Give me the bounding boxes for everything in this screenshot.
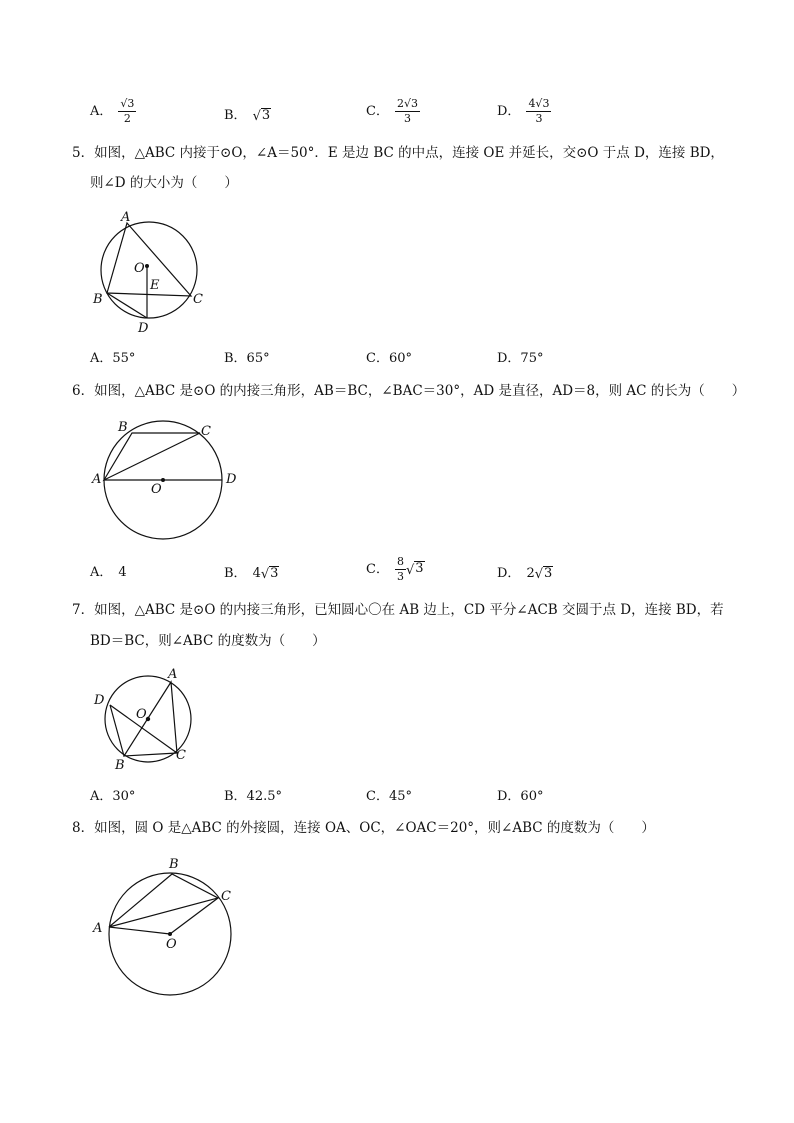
center-point — [168, 932, 172, 936]
q6-stem-line1: 6．如图，△ABC 是⊙O 的内接三角形，AB＝BC，∠BAC＝30°，AD 是直径，AD＝8，则 AC 的长为（ ） — [72, 383, 746, 399]
label-a: A — [168, 667, 178, 682]
label-c: C — [176, 748, 186, 763]
label-d: D — [138, 321, 149, 336]
q4-option-d[interactable]: D． $\frac{4√3}{3}$ — [497, 97, 550, 125]
triangle-abc — [104, 433, 200, 480]
q4-option-b[interactable]: B． √ 3 — [224, 108, 271, 125]
label-b: B — [93, 292, 103, 307]
label-c: C — [221, 889, 231, 904]
q5-option-a[interactable]: A．55° — [90, 351, 136, 366]
sqrt: √ 3 — [534, 566, 553, 583]
q5-option-c[interactable]: C．60° — [366, 351, 412, 366]
q7-option-b[interactable]: B．42.5° — [224, 789, 282, 804]
triangle-abc — [124, 682, 177, 756]
circle-o — [101, 222, 197, 318]
q5-stem-line1: 5．如图，△ABC 内接于⊙O，∠A＝50°．E 是边 BC 的中点，连接 OE 并延长，交⊙O 于点 D，连接 BD， — [72, 145, 724, 161]
q4-option-c[interactable]: C． $\frac{2√3}{3}$ — [366, 97, 418, 125]
label-d: D — [226, 472, 237, 487]
label-c: C — [193, 292, 203, 307]
sqrt: √ 3 — [260, 566, 279, 583]
label-o: O — [151, 482, 162, 497]
label-b: B — [169, 857, 179, 872]
q5-option-b[interactable]: B．65° — [224, 351, 270, 366]
label-b: B — [115, 758, 125, 773]
q6-figure — [90, 415, 250, 555]
q4-option-a[interactable]: A． $\frac{√3}{2}$ — [90, 97, 135, 125]
fraction: $\frac{4√3}{3}$ — [528, 97, 550, 125]
q6-option-c[interactable]: C． $\frac{8}{3}$ √ 3 — [366, 555, 424, 583]
q6-option-b[interactable]: B． 4 √ 3 — [224, 566, 279, 583]
label-d: D — [94, 693, 105, 708]
q5-figure — [85, 205, 215, 340]
q6-options — [0, 556, 794, 596]
segment-oa — [109, 927, 170, 934]
label-e: E — [150, 278, 160, 293]
sqrt: √ 3 — [405, 561, 424, 578]
triangle-abc — [107, 223, 191, 296]
q7-figure — [90, 662, 210, 777]
center-point — [145, 264, 149, 268]
q4-options — [0, 98, 794, 138]
sqrt: √ 3 — [252, 108, 271, 125]
q7-option-d[interactable]: D．60° — [497, 789, 544, 804]
label-a: A — [92, 472, 102, 487]
label-o: O — [136, 707, 147, 722]
q7-stem-line1: 7．如图，△ABC 是⊙O 的内接三角形，已知圆心〇在 AB 边上，CD 平分∠ACB 交圆于点 D，连接 BD，若 — [72, 602, 724, 618]
label-o: O — [166, 937, 177, 952]
q5-option-d[interactable]: D．75° — [497, 351, 544, 366]
fraction: $\frac{8}{3}$ — [396, 555, 404, 583]
q8-stem-line1: 8．如图，圆 O 是△ABC 的外接圆，连接 OA、OC，∠OAC＝20°，则∠ABC 的度数为（ ） — [72, 820, 655, 836]
label-c: C — [201, 424, 211, 439]
q5-stem-line2: 则∠D 的大小为（ ） — [90, 175, 238, 191]
q6-option-a[interactable]: A． 4 — [90, 565, 127, 580]
label-o: O — [134, 261, 145, 276]
q7-stem-line2: BD＝BC，则∠ABC 的度数为（ ） — [90, 633, 326, 649]
label-b: B — [118, 420, 128, 435]
label-a: A — [93, 921, 103, 936]
segment-oc — [170, 898, 218, 934]
q7-option-c[interactable]: C．45° — [366, 789, 412, 804]
fraction: $\frac{2√3}{3}$ — [396, 97, 418, 125]
q6-option-d[interactable]: D． 2 √ 3 — [497, 566, 553, 583]
fraction: $\frac{√3}{2}$ — [120, 97, 135, 125]
q7-option-a[interactable]: A．30° — [90, 789, 136, 804]
label-a: A — [121, 210, 131, 225]
q8-figure — [90, 852, 250, 1002]
segment-bd — [107, 293, 147, 318]
